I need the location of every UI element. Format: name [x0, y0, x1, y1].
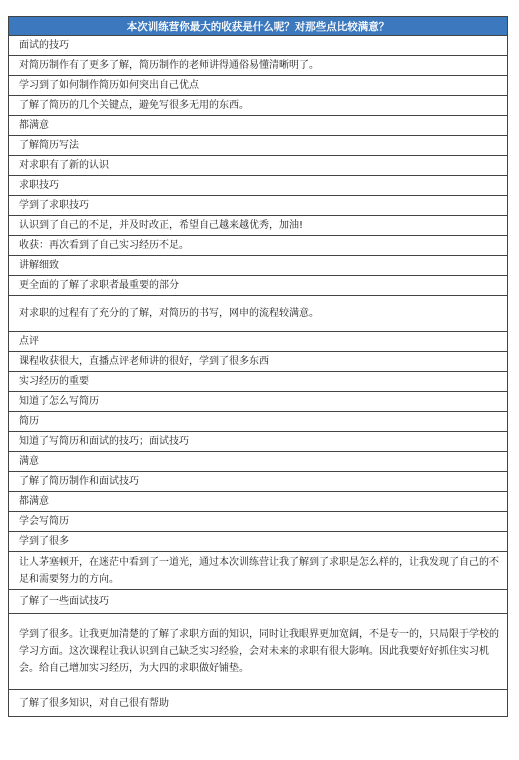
table-row [9, 372, 507, 392]
table-header: 本次训练营你最大的收获是什么呢？对那些点比较满意？ [9, 17, 507, 36]
table-row [9, 590, 507, 614]
row-text: 让人茅塞顿开，在迷茫中看到了一道光，通过本次训练营让我了解到了求职是怎么样的，让我发现了自己的不足和需要努力的方向。 [19, 556, 499, 585]
row-text: 学会写简历 [19, 516, 69, 527]
table-row [9, 36, 507, 56]
table-row [9, 296, 507, 332]
row-text: 了解简历写法 [19, 140, 79, 151]
table-row [9, 136, 507, 156]
row-text: 面试的技巧 [19, 40, 69, 51]
table-row [9, 96, 507, 116]
row-text: 了解了很多知识，对自己很有帮助 [19, 697, 169, 709]
row-text: 对求职有了新的认识 [19, 160, 109, 171]
table-row [9, 512, 507, 532]
row-text: 知道了写简历和面试的技巧；面试技巧 [19, 436, 189, 447]
row-text: 求职技巧 [19, 180, 59, 191]
table-row [9, 176, 507, 196]
table-row [9, 492, 507, 512]
table-row [9, 332, 507, 352]
row-text: 都满意 [19, 496, 49, 507]
row-text: 学到了很多。让我更加清楚的了解了求职方面的知识，同时让我眼界更加宽阔，不是专一的，只局限于学校的学习方面。这次课程让我认识到自己缺乏实习经验，会对未来的求职有很大影响。因此我要好好抓住实习机会。给自己增加实习经历，为大四的求职做好铺垫。 [19, 629, 499, 674]
row-text: 了解了一些面试技巧 [19, 596, 109, 607]
table-row [9, 156, 507, 176]
table-row [9, 276, 507, 296]
table-row [9, 690, 507, 716]
row-text: 更全面的了解了求职者最重要的部分 [19, 280, 179, 291]
table-row [9, 256, 507, 276]
table-body [9, 36, 507, 716]
row-text: 认识到了自己的不足，并及时改正，希望自己越来越优秀，加油! [19, 220, 304, 231]
table-row [9, 196, 507, 216]
row-text: 知道了怎么写简历 [19, 396, 99, 407]
table-row [9, 236, 507, 256]
table-row [9, 392, 507, 412]
table-row [9, 552, 507, 590]
table-row [9, 76, 507, 96]
row-text: 都满意 [19, 120, 49, 131]
row-text: 课程收获很大，直播点评老师讲的很好，学到了很多东西 [19, 356, 269, 367]
table-row [9, 56, 507, 76]
table-row [9, 472, 507, 492]
table-row [9, 412, 507, 432]
row-text: 收获：再次看到了自己实习经历不足。 [19, 240, 189, 251]
row-text: 学到了求职技巧 [19, 200, 89, 211]
row-text: 对简历制作有了更多了解，简历制作的老师讲得通俗易懂清晰明了。 [19, 60, 319, 71]
row-text: 实习经历的重要 [19, 376, 89, 387]
row-text: 简历 [19, 416, 39, 427]
table-row [9, 216, 507, 236]
row-text: 讲解细致 [19, 260, 59, 271]
row-text: 满意 [19, 456, 39, 467]
row-text: 学习到了如何制作简历如何突出自己优点 [19, 80, 199, 91]
table-row [9, 352, 507, 372]
table-row [9, 432, 507, 452]
survey-table [8, 16, 508, 717]
row-text: 了解了简历制作和面试技巧 [19, 476, 139, 487]
table-row [9, 116, 507, 136]
row-text: 学到了很多 [19, 536, 69, 547]
row-text: 了解了简历的几个关键点，避免写很多无用的东西。 [19, 100, 249, 111]
table-row [9, 614, 507, 690]
row-text: 点评 [19, 336, 39, 347]
table-row [9, 532, 507, 552]
table-row [9, 452, 507, 472]
row-text: 对求职的过程有了充分的了解，对简历的书写，网申的流程较满意。 [19, 308, 319, 319]
